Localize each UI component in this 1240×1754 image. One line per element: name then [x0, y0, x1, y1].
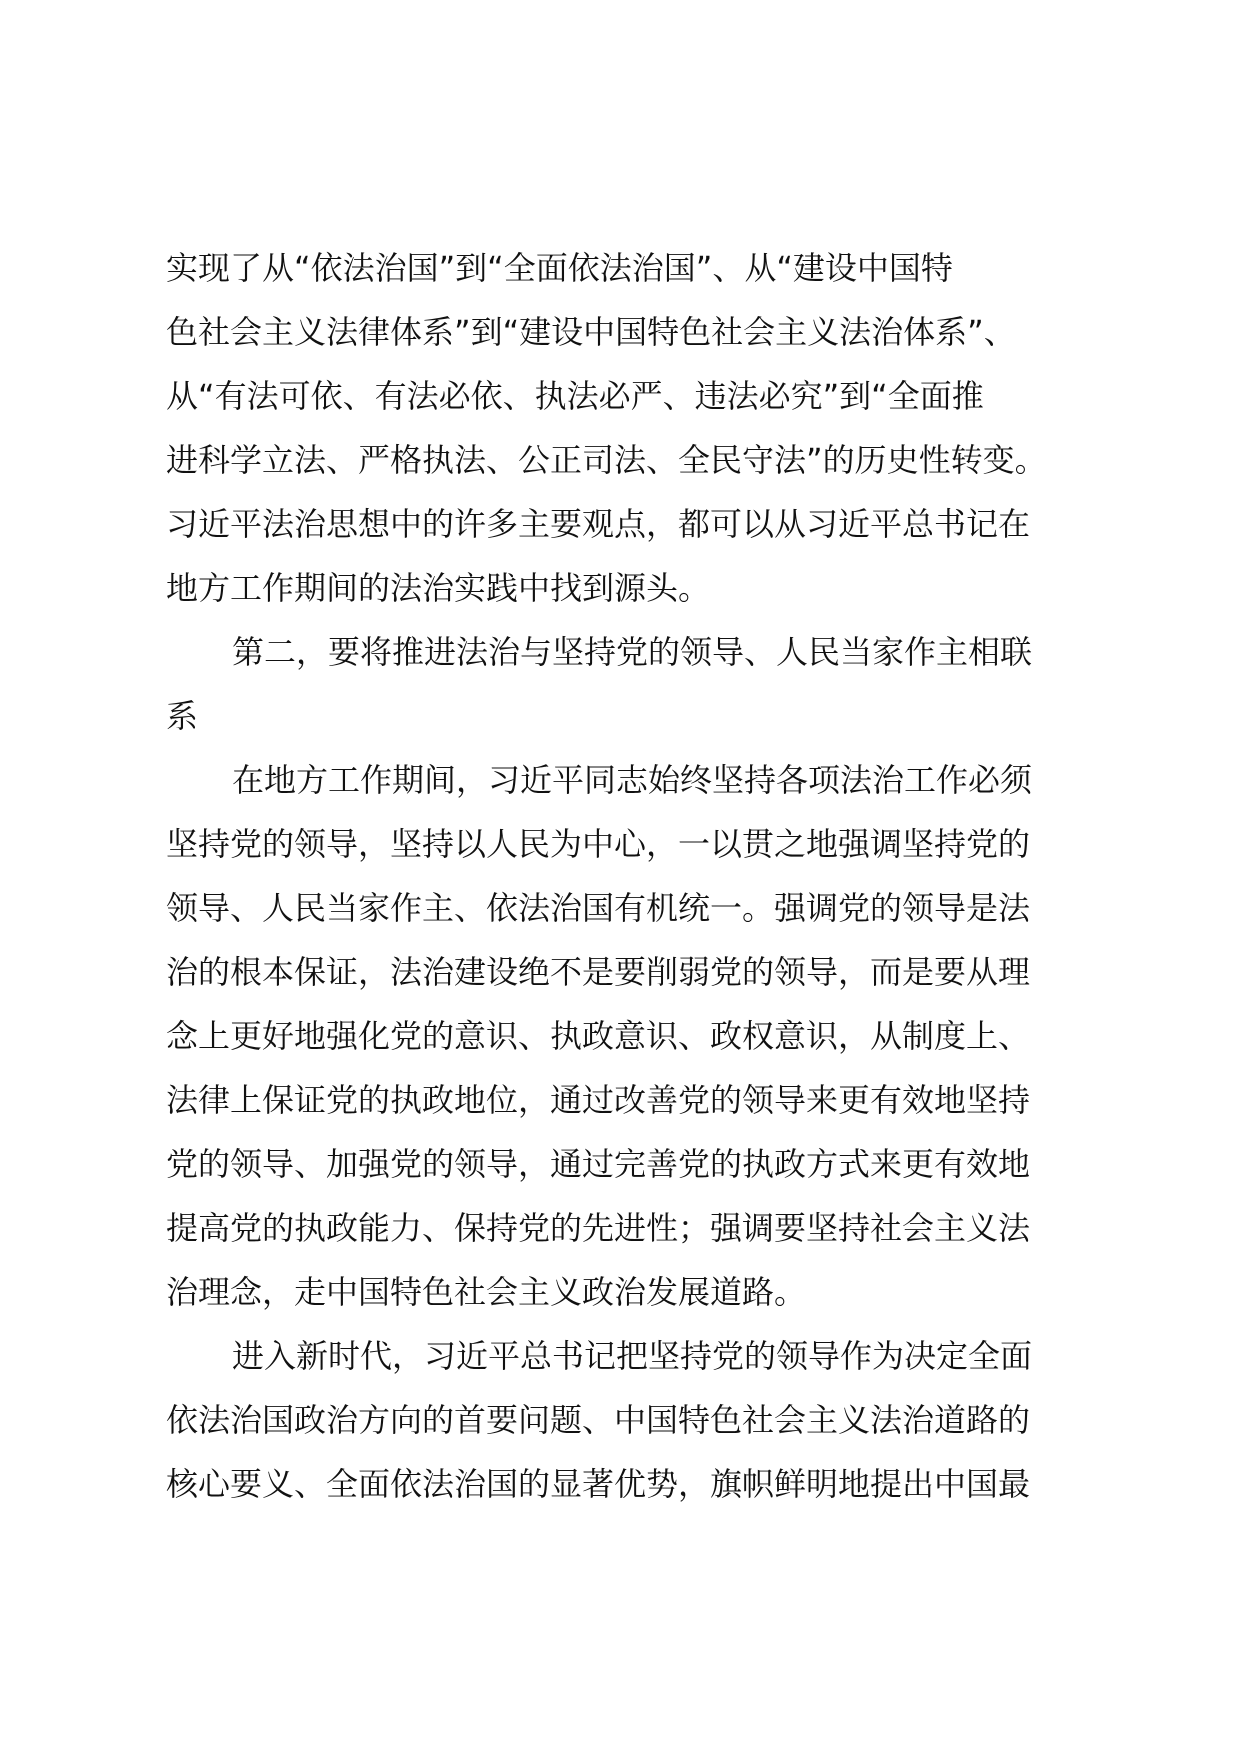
text-line: 在地方工作期间，习近平同志始终坚持各项法治工作必须: [232, 761, 1033, 799]
text-line: 念上更好地强化党的意识、执政意识、政权意识，从制度上、: [166, 1017, 1031, 1055]
section-heading-line: 系: [166, 697, 199, 735]
text-line: 色社会主义法律体系”到“建设中国特色社会主义法治体系”、: [166, 313, 1016, 351]
text-line: 核心要义、全面依法治国的显著优势，旗帜鲜明地提出中国最: [166, 1465, 1031, 1503]
text-line: 习近平法治思想中的许多主要观点，都可以从习近平总书记在: [166, 505, 1031, 543]
text-line: 提高党的执政能力、保持党的先进性；强调要坚持社会主义法: [166, 1209, 1031, 1247]
section-heading-line: 第二，要将推进法治与坚持党的领导、人民当家作主相联: [232, 633, 1033, 671]
text-line: 治理念，走中国特色社会主义政治发展道路。: [166, 1273, 807, 1311]
text-line: 依法治国政治方向的首要问题、中国特色社会主义法治道路的: [166, 1401, 1031, 1439]
text-line: 坚持党的领导，坚持以人民为中心，一以贯之地强调坚持党的: [166, 825, 1031, 863]
text-line: 地方工作期间的法治实践中找到源头。: [166, 569, 711, 607]
text-line: 进入新时代，习近平总书记把坚持党的领导作为决定全面: [232, 1337, 1033, 1375]
document-body: [166, 236, 1096, 1516]
text-line: 党的领导、加强党的领导，通过完善党的执政方式来更有效地: [166, 1145, 1031, 1183]
text-line: 实现了从“依法治国”到“全面依法治国”、从“建设中国特: [166, 249, 953, 287]
text-line: 从“有法可依、有法必依、执法必严、违法必究”到“全面推: [166, 377, 984, 415]
text-line: 领导、人民当家作主、依法治国有机统一。强调党的领导是法: [166, 889, 1031, 927]
text-line: 治的根本保证，法治建设绝不是要削弱党的领导，而是要从理: [166, 953, 1031, 991]
text-line: 法律上保证党的执政地位，通过改善党的领导来更有效地坚持: [166, 1081, 1031, 1119]
text-line: 进科学立法、严格执法、公正司法、全民守法”的历史性转变。: [166, 441, 1047, 479]
